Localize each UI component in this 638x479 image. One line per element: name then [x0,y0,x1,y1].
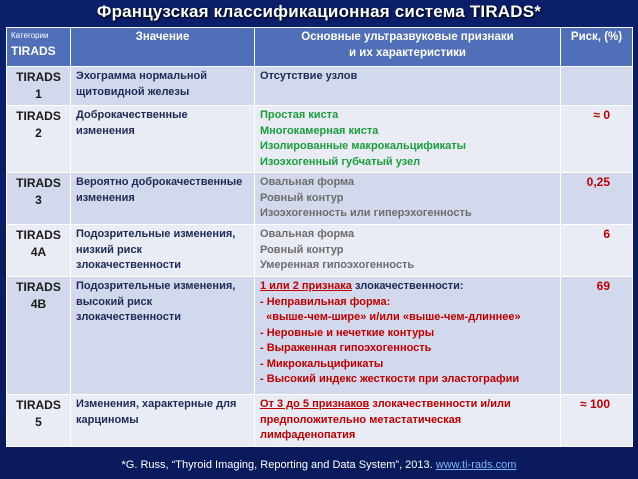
category-number: 4A [30,245,47,259]
category-cell [7,395,71,447]
risk-cell: ≈ 100 [561,395,633,447]
meaning-cell: Эхограмма нормальной щитовидной железы [71,67,255,106]
category-cell [7,225,71,277]
category-number: 3 [35,193,42,207]
sign-item: - Высокий индекс жесткости при эластографии [260,373,520,385]
header-category-small: Категории [11,31,49,40]
meaning-cell: Подозрительные изменения, высокий риск злокачественности [71,277,255,395]
signs-heading [260,279,555,295]
sign-item: «выше-чем-шире» и/или «выше-чем-длиннее» [260,311,521,323]
signs-heading-count: От 3 до 5 признаков [260,398,370,410]
tirads-table [6,27,633,447]
risk-cell: 0,25 [561,173,633,225]
category-number: 1 [35,87,42,101]
footnote-text: *G. Russ, “Thyroid Imaging, Reporting and Data System”, 2013. [121,459,436,471]
category-label: TIRADS [16,176,61,190]
category-label: TIRADS [16,109,61,123]
table-row [7,225,633,277]
signs-cell [255,225,561,277]
signs-cell [255,67,561,106]
signs-heading-rest: злокачественности: [351,280,464,292]
header-category-big: TIRADS [11,44,56,58]
category-cell [7,277,71,395]
category-cell [7,173,71,225]
signs-cell [255,106,561,173]
table-row [7,106,633,173]
table-row [7,395,633,447]
sign-item: Овальная форма [260,176,355,188]
footnote-link[interactable]: www.ti-rads.com [435,459,517,471]
sign-item: Простая киста [260,109,339,121]
sign-item: - Выраженная гипоэхогенность [260,342,432,354]
meaning-cell: Доброкачественные изменения [71,106,255,173]
sign-item: - Микрокальцификаты [260,357,384,370]
header-signs-line2: и их характеристики [349,46,466,59]
sign-item: Ровный контур [260,243,344,256]
category-number: 2 [35,126,42,140]
category-cell [7,67,71,106]
header-category [7,28,71,67]
sign-item: Ровный контур [260,191,344,204]
sign-item: Умеренная гипоэхогенность [260,259,415,271]
category-label: TIRADS [16,228,61,242]
meaning-cell: Вероятно доброкачественные изменения [71,173,255,225]
sign-item: Изоэхогенность или гиперэхогенность [260,207,472,219]
risk-cell: 69 [561,277,633,395]
category-number: 4B [30,297,47,311]
category-label: TIRADS [16,398,61,412]
risk-cell: 6 [561,225,633,277]
sign-item: Изолированные макрокальцификаты [260,140,467,152]
signs-cell [255,173,561,225]
table-row [7,173,633,225]
risk-cell: ≈ 0 [561,106,633,173]
sign-item: - Неправильная форма: [260,295,391,308]
signs-cell [255,277,561,395]
sign-item: Многокамерная киста [260,124,379,137]
header-signs [255,28,561,67]
category-cell [7,106,71,173]
sign-item: лимфаденопатия [260,429,356,441]
category-label: TIRADS [16,70,61,84]
sign-item: Овальная форма [260,228,355,240]
meaning-cell: Подозрительные изменения, низкий риск злокачественности [71,225,255,277]
header-signs-line1: Основные ультразвуковые признаки [301,31,514,43]
page-title: Французская классификационная система TIRADS* [96,2,542,21]
category-label: TIRADS [16,280,61,294]
signs-cell [255,395,561,447]
risk-cell [561,67,633,106]
sign-item: Изоэхогенный губчатый узел [260,155,421,168]
header-risk: Риск, (%) [561,28,633,67]
category-number: 5 [35,415,42,429]
sign-item: - Неровные и нечеткие контуры [260,326,435,339]
signs-heading [260,397,555,413]
table-header-row [7,28,633,67]
sign-item: Отсутствие узлов [260,70,358,82]
sign-item: предположительно метастатическая [260,413,462,426]
meaning-cell: Изменения, характерные для карциномы [71,395,255,447]
footnote [0,459,638,471]
signs-heading-rest: злокачественности и/или [369,398,511,410]
table-row [7,277,633,395]
table-row [7,67,633,106]
header-meaning: Значение [71,28,255,67]
signs-heading-count: 1 или 2 признака [260,280,352,292]
